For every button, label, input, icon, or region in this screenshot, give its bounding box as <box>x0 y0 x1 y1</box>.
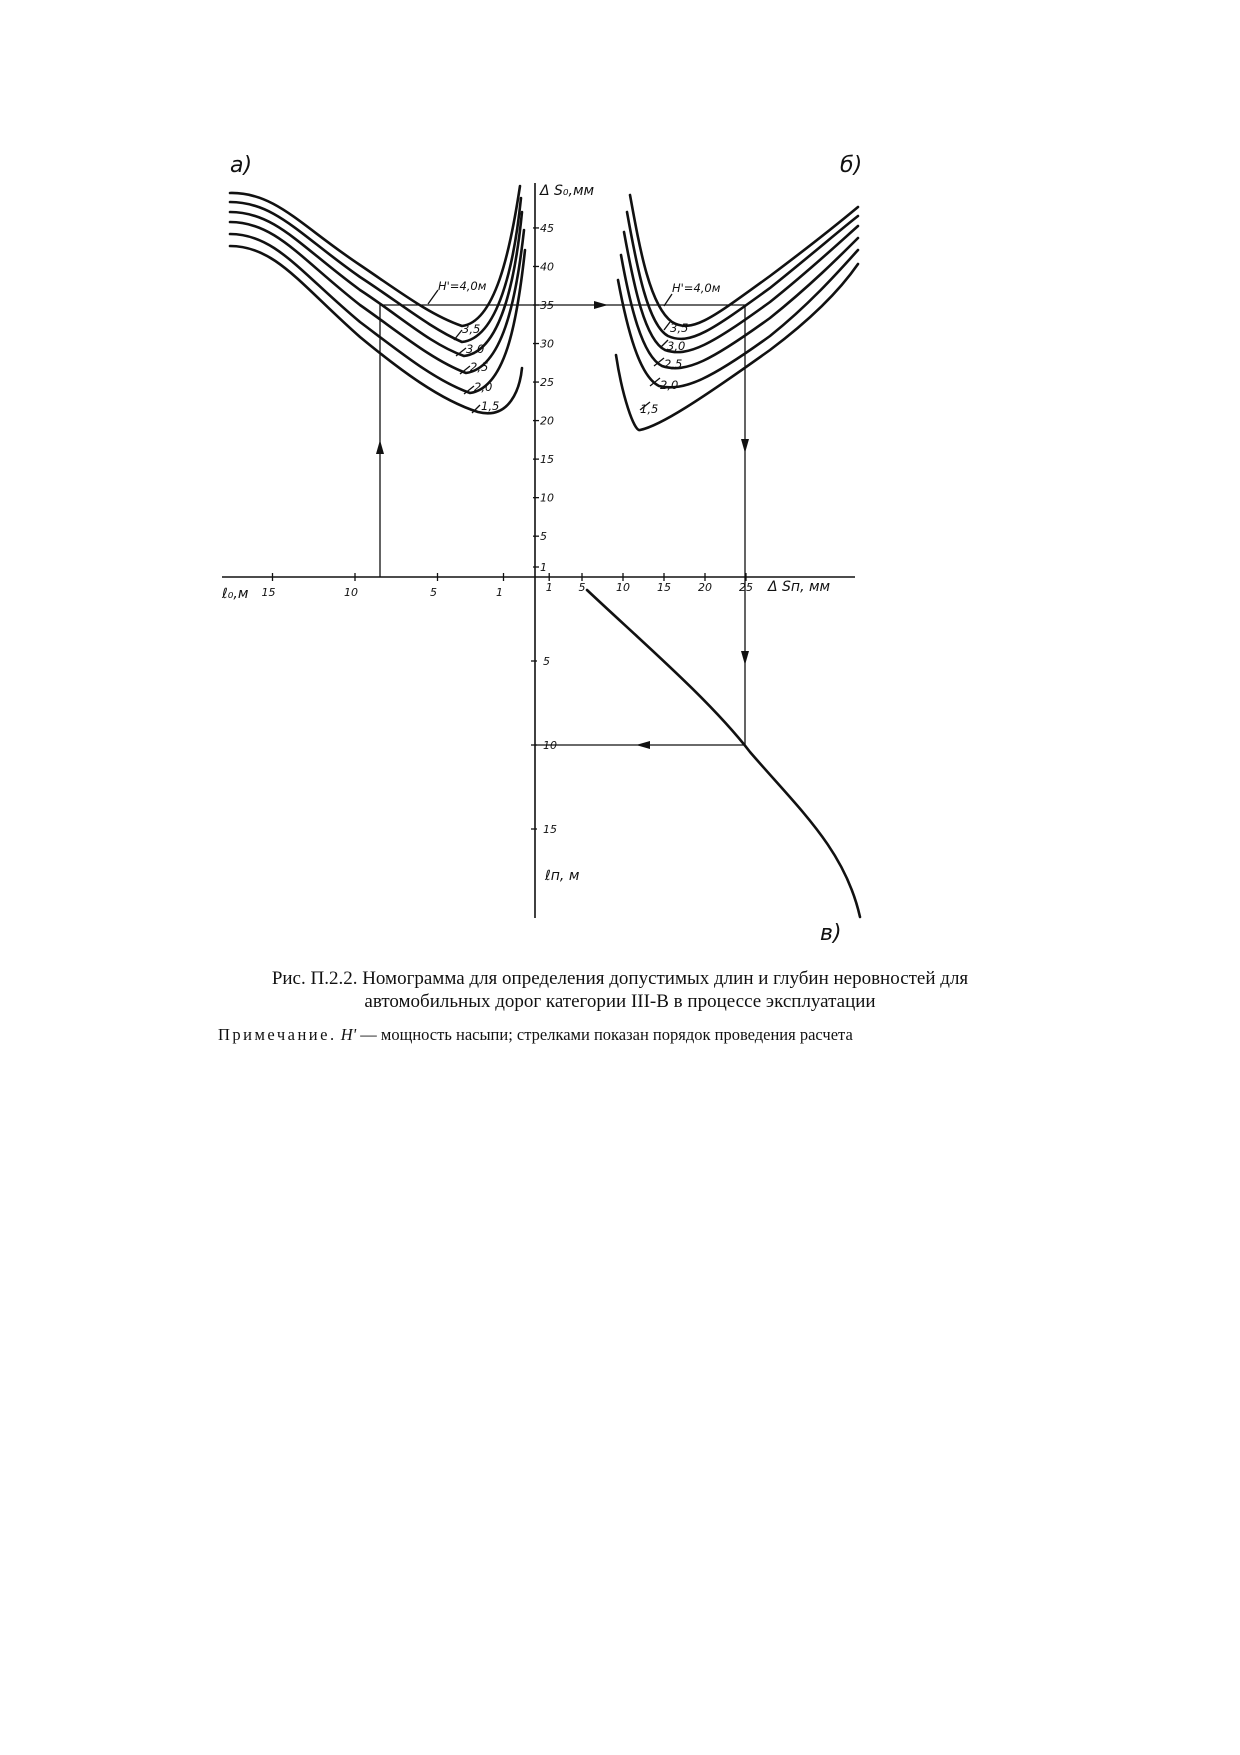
axis-label-top: Δ S₀,мм <box>540 183 595 199</box>
tick-label-up-45: 45 <box>540 221 554 235</box>
tick-label-up-15: 15 <box>540 453 554 467</box>
figure-caption <box>200 967 1040 1013</box>
tick-label-up-30: 30 <box>540 337 554 351</box>
caption-line-2: автомобильных дорог категории III-В в процессе эксплуатации <box>364 991 876 1012</box>
tick-label-left-1: 1 <box>496 586 503 599</box>
curve-label-a-4.0: H'=4,0м <box>438 279 487 293</box>
tick-label-right-10: 10 <box>616 581 630 594</box>
tick-label-up-10: 10 <box>540 491 554 505</box>
panel-b-curves <box>616 195 858 430</box>
arrow-up <box>376 440 384 454</box>
curve-label-a-3.5: 3,5 <box>462 322 481 336</box>
tick-label-right-1: 1 <box>545 581 553 594</box>
axis-label-bottom: ℓп, м <box>545 868 580 884</box>
curve-label-b-2.5: 2,5 <box>664 357 683 371</box>
tick-label-right-15: 15 <box>657 581 671 594</box>
curve-label-a-2.0: 2,0 <box>474 380 493 394</box>
curve-label-a-1.5: 1,5 <box>481 399 500 413</box>
tick-label-right-25: 25 <box>739 581 753 594</box>
tick-label-up-25: 25 <box>540 376 554 390</box>
note-label: Примечание. <box>218 1025 337 1044</box>
curve-label-b-2.0: 2,0 <box>660 378 679 392</box>
curve-label-a-3.0: 3,0 <box>466 342 485 356</box>
axis-label-right: Δ Sп, мм <box>768 579 831 595</box>
tick-label-left-15: 15 <box>261 586 276 599</box>
arrow-down-upper <box>741 439 749 453</box>
arrow-right <box>594 301 608 309</box>
tick-label-up-40: 40 <box>540 260 554 274</box>
tick-label-up-20: 20 <box>540 414 554 428</box>
tick-label-down-10: 10 <box>543 739 557 752</box>
arrow-down-lower <box>741 651 749 665</box>
arrow-left <box>636 741 650 749</box>
curve-label-b-3.0: 3,0 <box>667 339 686 353</box>
tick-label-up-1: 1 <box>540 561 547 574</box>
example-path <box>376 301 749 749</box>
note-text: — мощность насыпи; стрелками показан порядок проведения расчета <box>360 1025 853 1044</box>
tick-label-left-10: 10 <box>344 586 358 599</box>
tick-label-right-5: 5 <box>578 581 586 594</box>
curve-a-3.5 <box>230 198 521 342</box>
tick-label-up-35: 35 <box>540 299 554 312</box>
curve-label-b-3.5: 3,5 <box>670 321 689 335</box>
tick-label-down-5: 5 <box>543 655 550 668</box>
curve-c <box>587 590 860 917</box>
panel-label-a: а) <box>230 153 253 178</box>
curve-label-b-4.0: H'=4,0м <box>672 281 721 295</box>
curve-label-a-2.5: 2,5 <box>470 360 489 374</box>
tick-label-right-20: 20 <box>698 581 712 594</box>
panel-label-b: б) <box>840 153 863 178</box>
note-symbol: H' <box>340 1025 357 1044</box>
tick-label-left-5: 5 <box>430 586 437 599</box>
tick-label-down-15: 15 <box>543 823 557 836</box>
panel-label-c: в) <box>820 921 842 946</box>
tick-label-up-5: 5 <box>540 530 547 544</box>
curve-label-b-1.5: 1,5 <box>640 402 659 416</box>
figure-note <box>218 1025 1078 1045</box>
caption-line-1: Рис. П.2.2. Номограмма для определения допустимых длин и глубин неровностей для <box>271 968 969 989</box>
axis-label-left: ℓ₀,м <box>222 586 249 602</box>
curve-labels-right <box>640 281 721 416</box>
